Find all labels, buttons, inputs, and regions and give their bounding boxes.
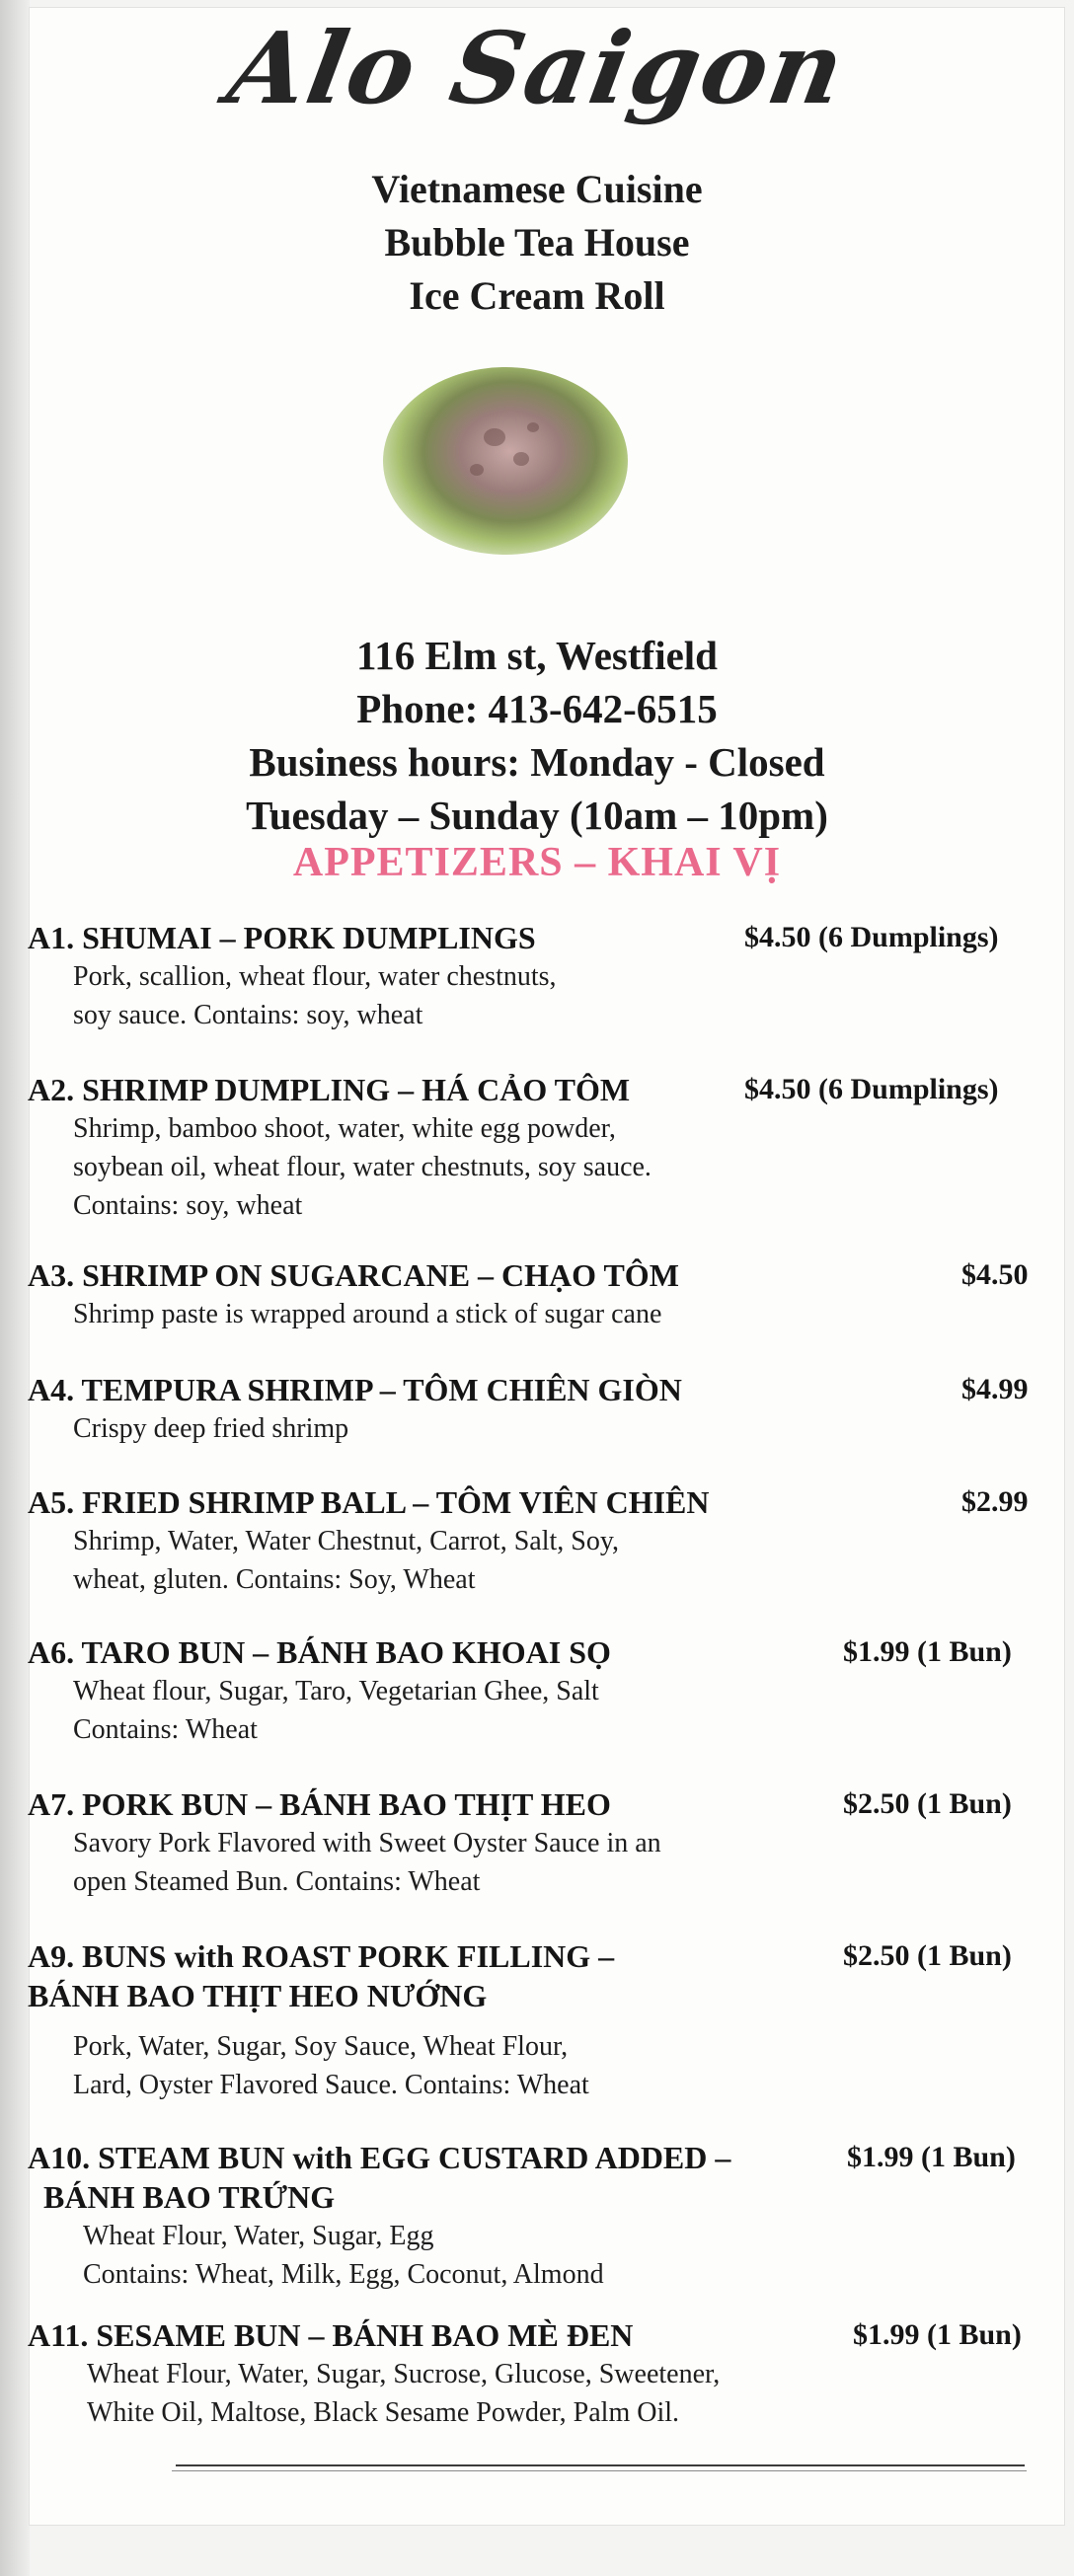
- menu-item: [28, 1370, 1074, 1448]
- menu-item: [28, 1070, 1074, 1225]
- item-name-vietnamese: BÁNH BAO THỊT HEO NƯỚNG: [28, 1978, 488, 2013]
- item-description: Wheat flour, Sugar, Taro, Vegetarian Ghee, Salt: [73, 1676, 599, 1706]
- item-name: A11. SESAME BUN – BÁNH BAO MÈ ĐEN: [28, 2317, 634, 2353]
- item-price: $2.50 (1 Bun): [843, 1939, 1012, 1972]
- item-name: A9. BUNS with ROAST PORK FILLING –: [28, 1938, 615, 1974]
- item-price: $2.50 (1 Bun): [843, 1787, 1012, 1820]
- item-price: $4.99: [961, 1373, 1029, 1405]
- item-description: Contains: Wheat: [73, 1714, 258, 1745]
- item-price: $1.99 (1 Bun): [853, 2318, 1022, 2351]
- item-name: A1. SHUMAI – PORK DUMPLINGS: [28, 920, 536, 955]
- item-price: $1.99 (1 Bun): [843, 1635, 1012, 1668]
- menu-item: [28, 1784, 1074, 1901]
- item-name: A3. SHRIMP ON SUGARCANE – CHẠO TÔM: [28, 1257, 679, 1293]
- item-name: A5. FRIED SHRIMP BALL – TÔM VIÊN CHIÊN: [28, 1484, 710, 1520]
- phone: Phone: 413-642-6515: [356, 686, 718, 731]
- item-description: Shrimp, Water, Water Chestnut, Carrot, Salt, Soy,: [73, 1526, 620, 1556]
- item-name-vietnamese: BÁNH BAO TRỨNG: [43, 2179, 336, 2215]
- item-price: $4.50: [961, 1258, 1029, 1291]
- menu-item: [28, 918, 1074, 1034]
- menu-item: [28, 1936, 1074, 2104]
- item-description: Shrimp paste is wrapped around a stick of sugar cane: [73, 1299, 662, 1329]
- menu-item: [28, 1482, 1074, 1599]
- item-price: $4.50 (6 Dumplings): [744, 1073, 999, 1105]
- page-left-edge: [0, 0, 30, 2576]
- business-hours: Business hours: Monday - Closed: [249, 739, 825, 785]
- section-title-appetizers: APPETIZERS – KHAI VỊ: [292, 840, 782, 885]
- menu-item: [28, 2138, 1074, 2294]
- item-name: A7. PORK BUN – BÁNH BAO THỊT HEO: [28, 1786, 611, 1822]
- bottom-divider: [176, 2464, 1025, 2466]
- item-description: Pork, scallion, wheat flour, water chestnuts,: [73, 961, 557, 992]
- restaurant-logo: Alo Saigon: [219, 10, 855, 126]
- item-description: Lard, Oyster Flavored Sauce. Contains: Wheat: [73, 2070, 589, 2100]
- item-description: Contains: soy, wheat: [73, 1190, 303, 1221]
- item-description: Wheat Flour, Water, Sugar, Egg: [83, 2221, 434, 2251]
- business-hours-weekdays: Tuesday – Sunday (10am – 10pm): [246, 793, 828, 838]
- item-price: $4.50 (6 Dumplings): [744, 921, 999, 953]
- item-description: White Oil, Maltose, Black Sesame Powder, Palm Oil.: [87, 2397, 680, 2428]
- address: 116 Elm st, Westfield: [356, 633, 718, 678]
- item-price: $1.99 (1 Bun): [847, 2141, 1016, 2173]
- item-name: A4. TEMPURA SHRIMP – TÔM CHIÊN GIÒN: [28, 1372, 682, 1407]
- item-description: Shrimp, bamboo shoot, water, white egg powder,: [73, 1113, 616, 1144]
- item-name: A6. TARO BUN – BÁNH BAO KHOAI SỌ: [28, 1634, 611, 1670]
- menu-item: [28, 2315, 1074, 2432]
- item-price: $2.99: [961, 1485, 1029, 1518]
- subtitle-cuisine: Vietnamese Cuisine: [371, 167, 703, 211]
- item-description: open Steamed Bun. Contains: Wheat: [73, 1866, 481, 1897]
- food-photo: [383, 367, 628, 555]
- menu-item: [28, 1632, 1074, 1749]
- item-description: wheat, gluten. Contains: Soy, Wheat: [73, 1564, 476, 1595]
- item-name: A2. SHRIMP DUMPLING – HÁ CẢO TÔM: [28, 1072, 631, 1107]
- item-description: soy sauce. Contains: soy, wheat: [73, 1000, 423, 1030]
- item-description: Savory Pork Flavored with Sweet Oyster Sauce in an: [73, 1828, 661, 1858]
- item-description: Wheat Flour, Water, Sugar, Sucrose, Glucose, Sweetener,: [87, 2359, 721, 2389]
- item-description: Pork, Water, Sugar, Soy Sauce, Wheat Flour,: [73, 2031, 569, 2062]
- item-description: soybean oil, wheat flour, water chestnuts, soy sauce.: [73, 1152, 652, 1182]
- menu-item: [28, 1255, 1074, 1333]
- subtitle-bubble-tea: Bubble Tea House: [384, 220, 690, 265]
- item-name: A10. STEAM BUN with EGG CUSTARD ADDED –: [28, 2140, 731, 2175]
- item-description: Contains: Wheat, Milk, Egg, Coconut, Almond: [83, 2259, 604, 2290]
- subtitle-ice-cream: Ice Cream Roll: [409, 273, 665, 318]
- bottom-divider-shadow: [172, 2470, 1027, 2471]
- item-description: Crispy deep fried shrimp: [73, 1413, 349, 1444]
